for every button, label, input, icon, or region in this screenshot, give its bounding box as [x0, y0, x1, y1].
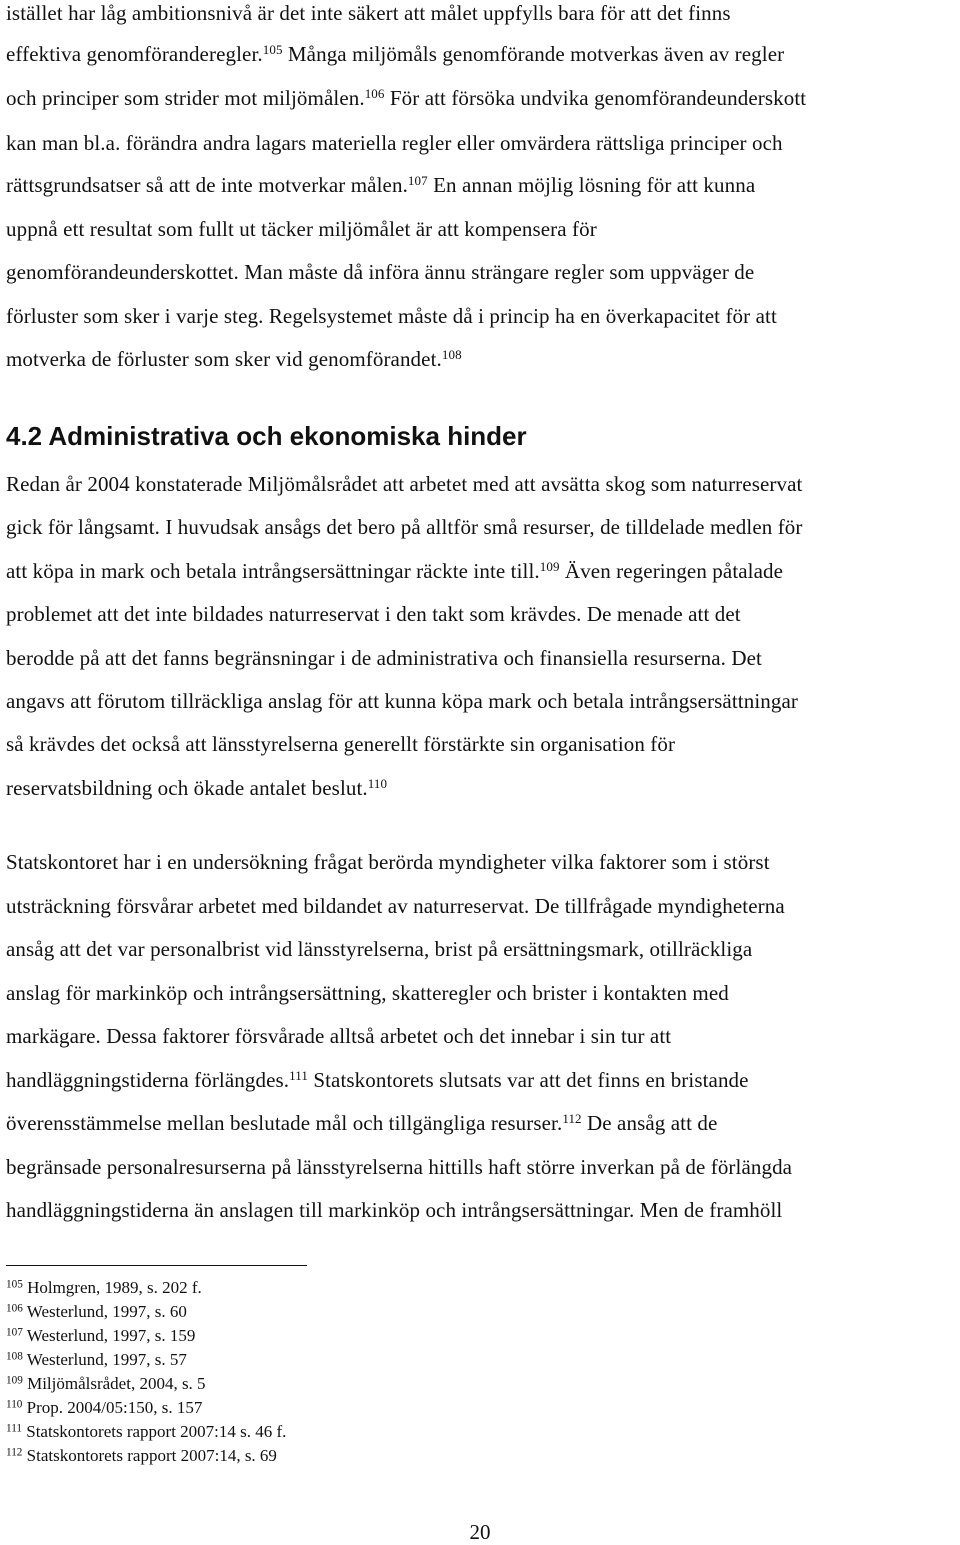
text-line: överensstämmelse mellan beslutade mål och tillgängliga resurser.$^{112}$ De ansåg att de	[6, 1110, 718, 1135]
footnote: $^{108}$ Westerlund, 1997, s. 57	[6, 1350, 187, 1369]
footnote: $^{110}$ Prop. 2004/05:150, s. 157	[6, 1398, 203, 1417]
text-line: Statskontoret har i en undersökning frågat berörda myndigheter vilka faktorer som i störst	[6, 850, 770, 874]
text-line: angavs att förutom tillräckliga anslag för att kunna köpa mark och betala intrångsersättningar	[6, 689, 798, 713]
footnote-ref-108[interactable]: 108	[441, 346, 462, 362]
footnote: $^{112}$ Statskontorets rapport 2007:14, s. 69	[6, 1446, 277, 1465]
text-line: problemet att det inte bildades naturreservat i den takt som krävdes. De menade att det	[6, 602, 741, 626]
text-line: utsträckning försvårar arbetet med bildandet av naturreservat. De tillfrågade myndigheterna	[6, 894, 785, 918]
text-line: anslag för markinköp och intrångsersättning, skatteregler och brister i kontakten med	[6, 981, 729, 1005]
text-line: reservatsbildning och ökade antalet beslut.$^{110}$	[6, 775, 388, 800]
footnote: $^{111}$ Statskontorets rapport 2007:14 s. 46 f.	[6, 1422, 287, 1441]
text-line: motverka de förluster som sker vid genomförandet.$^{108}$	[6, 346, 462, 371]
footnote-ref-112[interactable]: 112	[562, 1110, 582, 1126]
text-line: genomförandeunderskottet. Man måste då införa ännu strängare regler som uppväger de	[6, 260, 755, 284]
text-line: istället har låg ambitionsnivå är det inte säkert att målet uppfylls bara för att det finns	[6, 1, 731, 25]
footnote: $^{105}$ Holmgren, 1989, s. 202 f.	[6, 1278, 202, 1297]
footnote: $^{109}$ Miljömålsrådet, 2004, s. 5	[6, 1374, 206, 1393]
footnote-ref-105[interactable]: 105	[262, 41, 283, 57]
footnote-ref-109[interactable]: 109	[539, 558, 560, 574]
page-number: 20	[469, 1520, 491, 1544]
footnote-ref-106[interactable]: 106	[364, 85, 385, 101]
text-line: effektiva genomföranderegler.$^{105}$ Många miljömåls genomförande motverkas även av regler	[6, 41, 785, 66]
footnote-ref-107[interactable]: 107	[407, 172, 428, 188]
text-line: förluster som sker i varje steg. Regelsystemet måste då i princip ha en överkapacitet för att	[6, 304, 777, 328]
footnote-ref-111[interactable]: 111	[289, 1067, 308, 1083]
text-line: Redan år 2004 konstaterade Miljömålsrådet att arbetet med att avsätta skog som naturreservat	[6, 472, 803, 496]
footnote-separator	[6, 1265, 307, 1266]
text-line: uppnå ett resultat som fullt ut täcker miljömålet är att kompensera för	[6, 217, 597, 241]
footnote-ref-110[interactable]: 110	[367, 775, 388, 791]
text-line: begränsade personalresurserna på länsstyrelserna hittills haft större inverkan på de förlängda	[6, 1155, 793, 1179]
text-line: gick för långsamt. I huvudsak ansågs det bero på alltför små resurser, de tilldelade medlen för	[6, 515, 803, 539]
text-line: markägare. Dessa faktorer försvårade alltså arbetet och det innebar i sin tur att	[6, 1024, 672, 1048]
text-line: berodde på att det fanns begränsningar i de administrativa och finansiella resurserna. Det	[6, 646, 762, 670]
text-line: handläggningstiderna än anslagen till markinköp och intrångsersättningar. Men de framhöll	[6, 1198, 783, 1222]
text-line: och principer som strider mot miljömålen.$^{106}$ För att försöka undvika genomförandeunderskott	[6, 85, 807, 110]
text-line: rättsgrundsatser så att de inte motverkar målen.$^{107}$ En annan möjlig lösning för att kunna	[6, 172, 756, 197]
text-line: ansåg att det var personalbrist vid länsstyrelserna, brist på ersättningsmark, otillräckliga	[6, 937, 753, 961]
footnote: $^{106}$ Westerlund, 1997, s. 60	[6, 1302, 187, 1321]
footnote: $^{107}$ Westerlund, 1997, s. 159	[6, 1326, 196, 1345]
section-heading: 4.2 Administrativa och ekonomiska hinder	[6, 421, 527, 451]
text-line: kan man bl.a. förändra andra lagars materiella regler eller omvärdera rättsliga principer och	[6, 131, 783, 155]
text-line: handläggningstiderna förlängdes.$^{111}$ Statskontorets slutsats var att det finns en bristande	[6, 1067, 749, 1092]
text-line: att köpa in mark och betala intrångsersättningar räckte inte till.$^{109}$ Även regeringen påtalade	[6, 558, 784, 583]
text-line: så krävdes det också att länsstyrelserna generellt förstärkte sin organisation för	[6, 732, 676, 756]
